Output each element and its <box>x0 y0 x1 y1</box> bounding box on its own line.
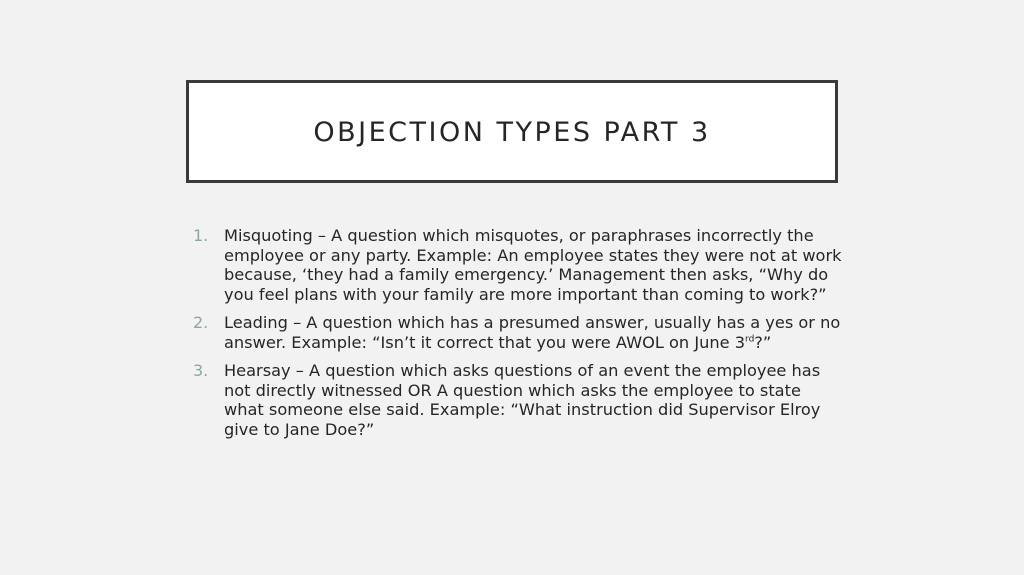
list-item-text-main: Leading – A question which has a presumed answer, usually has a yes or no answer. Example: “Isn’t it correct that you were AWOL on June 3 <box>224 313 841 352</box>
list-item-text: Hearsay – A question which asks questions of an event the employee has not directly witnessed OR A question which asks the employee to state what someone else said. Example: “What instruction did Supervisor Elroy give to Jane Doe?” <box>224 361 821 439</box>
slide-title: OBJECTION TYPES PART 3 <box>313 117 711 148</box>
list-item <box>193 361 843 439</box>
list-item-text: Misquoting – A question which misquotes, or paraphrases incorrectly the employee or any party. Example: An employee states they were not at work because, ‘they had a family emergency.’ Management then asks, “Why do you feel plans with your family are more important than coming to work?” <box>224 226 842 304</box>
title-box <box>186 80 838 183</box>
list-item-text-end: ?” <box>754 332 772 352</box>
list-item-text <box>224 313 843 352</box>
objection-list <box>193 226 843 448</box>
list-item <box>193 226 843 304</box>
list-item-number: 2. <box>193 313 209 332</box>
ordinal-superscript: rd <box>745 334 755 345</box>
list-item-number: 3. <box>193 361 209 380</box>
list-item <box>193 313 843 352</box>
list-item-number: 1. <box>193 226 209 245</box>
